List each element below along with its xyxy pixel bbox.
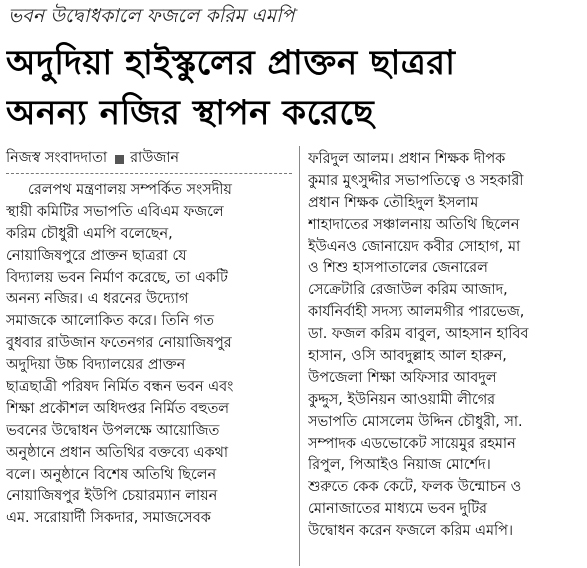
text-line: অনুষ্ঠানে প্রধান অতিথির বক্তব্যে একথা <box>6 444 229 461</box>
right-column-text <box>308 149 580 543</box>
text-line: শাহাদাতের সঞ্চালনায় অতিথি ছিলেন <box>308 216 520 233</box>
text-line: অদুদিয়া উচ্চ বিদ্যালয়ের প্রাক্তন <box>6 357 186 374</box>
text-line: হাসান, ওসি আবদুল্লাহ আল হারুন, <box>308 348 507 365</box>
text-line: ইউএনও জোনায়েদ কবীর সোহাগ, মা <box>308 238 521 255</box>
kicker: ভবন উদ্বোধকালে ফজলে করিম এমপি <box>8 5 295 27</box>
left-column-text <box>6 180 292 530</box>
text-line: কুদ্দুস, ইউনিয়ন আওয়ামী লীগের <box>308 391 496 408</box>
text-line: সম্পাদক এডভোকেট সায়েমুর রহমান <box>308 435 516 452</box>
text-line: ডা. ফজল করিম বাবুল, আহসান হাবিব <box>308 326 529 343</box>
text-line: ফরিদুল আলম। প্রধান শিক্ষক দীপক <box>308 151 506 167</box>
text-line: স্থায়ী কমিটির সভাপতি এবিএম ফজলে <box>6 203 224 220</box>
text-line: সভাপতি মোসলেম উদ্দিন চৌধুরী, সা. <box>308 413 523 430</box>
text-line: উদ্বোধন করেন ফজলে করিম এমপি। <box>308 523 513 540</box>
text-line: উপজেলা শিক্ষা অফিসার আবদুল <box>308 369 497 386</box>
text-line: বুধবার রাউজান ফতেনগর নোয়াজিষপুর <box>6 335 232 352</box>
text-line: ও শিশু হাসপাতালের জেনারেল <box>308 260 488 277</box>
dateline-location: রাউজান <box>130 150 179 167</box>
text-line: প্রধান শিক্ষক তৌহিদুল ইসলাম <box>308 194 479 211</box>
text-line: অনন্য নজির। এ ধরনের উদ্যোগ <box>6 291 189 308</box>
text-line: এম. সরোয়ার্দী সিকদার, সমাজসেবক <box>6 510 211 527</box>
text-line: শুরুতে কেক কেটে, ফলক উন্মোচন ও <box>308 479 522 496</box>
headline <box>6 38 584 138</box>
text-line: নোয়াজিষপুর ইউপি চেয়ারম্যান লায়ন <box>6 488 218 505</box>
text-line: রিপুল, পিআইও নিয়াজ মোর্শেদ। <box>308 457 491 474</box>
text-line: বিদ্যালয় ভবন নির্মাণ করেছে, তা একটি <box>6 269 228 286</box>
headline-line: অনন্য নজির স্থাপন করেছে <box>6 93 375 133</box>
square-bullet-icon <box>115 155 124 164</box>
headline-line: অদুদিয়া হাইস্কুলের প্রাক্তন ছাত্ররা <box>6 43 456 83</box>
text-line: নোয়াজিষপুরে প্রাক্তন ছাত্ররা যে <box>6 247 187 264</box>
text-line: করিম চৌধুরী এমপি বলেছেন, <box>6 225 173 242</box>
text-line: ভবনের উদ্বোধন উপলক্ষে আয়োজিত <box>6 422 220 439</box>
text-line: শিক্ষা প্রকৌশল অধিদপ্তর নির্মিত বহুতল <box>6 400 229 417</box>
byline <box>6 146 292 172</box>
right-column <box>308 149 580 543</box>
left-column <box>6 146 292 530</box>
byline-rule <box>6 173 292 174</box>
text-line: ছাত্রছাত্রী পরিষদ নির্মিত বন্ধন ভবন এবং <box>6 379 234 396</box>
reporter: নিজস্ব সংবাদদাতা <box>6 150 108 167</box>
text-line: সেক্রেটারি রেজাউল করিম আজাদ, <box>308 282 508 299</box>
text-line: কার্যনির্বাহী সদস্য আলমগীর পারভেজ, <box>308 304 525 321</box>
text-line: বলে। অনুষ্ঠানে বিশেষ অতিথি ছিলেন <box>6 466 217 483</box>
text-line: মোনাজাতের মাধ্যমে ভবন দুটির <box>308 501 487 518</box>
column-divider <box>299 146 300 566</box>
text-line: সমাজকে আলোকিত করে। তিনি গত <box>6 313 214 330</box>
text-line: কুমার মুৎসুদ্দীর সভাপতিত্বে ও সহকারী <box>308 172 524 189</box>
text-line: রেলপথ মন্ত্রণালয় সম্পর্কিত সংসদীয় <box>28 182 232 198</box>
